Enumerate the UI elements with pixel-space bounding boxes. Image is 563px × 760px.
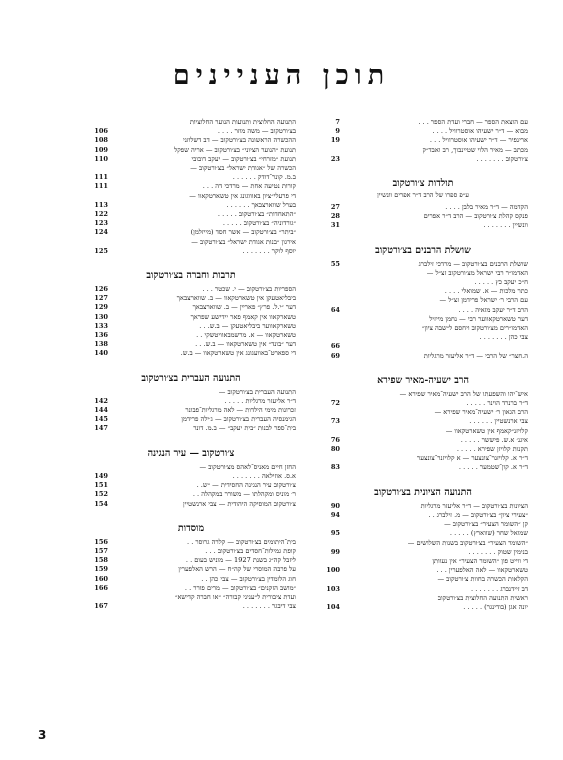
toc-entry xyxy=(86,575,296,584)
toc-entry xyxy=(318,136,528,145)
toc-entry-text: צבי ארנשטיין . . . . . . xyxy=(469,417,528,426)
toc-entry-page: 151 xyxy=(94,481,108,490)
toc-entry-text: ״גורדוניה״ בצ׳ורטקוב . . . . . xyxy=(222,219,296,228)
toc-entry-text: התנועה החלוצית ותנועות הנוער החלוציות xyxy=(189,118,296,126)
toc-entry-text: צבי כהן . . . . . . . xyxy=(479,333,528,342)
toc-entry-page: 138 xyxy=(94,340,108,349)
toc-entry xyxy=(318,352,528,361)
toc-entry-text: הספריות בצ׳ורטקוב — י. שכטר . . . xyxy=(202,285,296,294)
toc-entry-page: 90 xyxy=(330,501,340,510)
toc-entry-text: ב.מ. קונר־דודק . . . . . . xyxy=(232,173,296,182)
toc-entry-text: ארינפיר — ד״ר ישעיהו אוסטרוויל . . . xyxy=(429,136,528,145)
toc-entry-text: בנימין שטוק . . . . . . . xyxy=(468,547,528,556)
toc-entry xyxy=(318,127,528,136)
toc-entry xyxy=(86,228,296,237)
toc-entry xyxy=(86,285,296,294)
toc-entry xyxy=(318,548,528,557)
toc-entry-page: 27 xyxy=(330,203,340,212)
toc-entry xyxy=(86,424,296,433)
toc-entry-text: עם הרבי ר׳ ישראל פרידמן זצ״ל — xyxy=(439,296,528,305)
toc-entry-text: ד״ר אליעזר מרגליות . . . . . xyxy=(224,396,296,405)
toc-entry-text: קורות נטיעה אחת — מרדכי דה . . . xyxy=(202,182,296,191)
toc-entry xyxy=(318,146,528,155)
toc-entry xyxy=(86,490,296,499)
toc-entry xyxy=(318,212,528,221)
toc-entry-page: 106 xyxy=(94,127,108,136)
toc-entry-text: קלויזנ״קאמף אין טשארטקאוו — xyxy=(445,426,528,435)
toc-entry xyxy=(318,463,528,472)
toc-entry-page: 126 xyxy=(94,285,108,294)
toc-entry-text: ח״כ יעקב כץ . . . . . xyxy=(474,278,528,287)
toc-entry-page: 7 xyxy=(335,118,340,126)
toc-entry xyxy=(86,219,296,228)
toc-entry-text: צ׳ורטקוב עיר הנגינה החסידית — ״ש. . xyxy=(196,481,296,490)
toc-entry xyxy=(318,333,528,342)
toc-entry-text: ההכשרה הראשונה בצ׳ורטקוב — דב דשלוזני xyxy=(183,136,296,145)
section-title: תרבות וחברה בצ׳ורטקוב xyxy=(146,270,236,282)
toc-right-column xyxy=(318,118,528,612)
toc-entry xyxy=(86,322,296,331)
toc-entry-text: טשארקאווער ביבליאטעקן — ב.ש. . . xyxy=(199,321,296,330)
toc-entry xyxy=(86,547,296,556)
toc-entry-text: ראשית התנועה החלוצית בצ׳ורטקוב xyxy=(437,593,528,602)
toc-entry xyxy=(318,417,528,426)
toc-entry-page: 83 xyxy=(330,463,340,472)
toc-entry xyxy=(86,146,296,155)
toc-entry xyxy=(318,408,528,417)
toc-entry-page: 123 xyxy=(94,219,108,228)
toc-entry-page: 125 xyxy=(94,246,108,255)
toc-entry-page: 94 xyxy=(330,510,340,519)
toc-entry-text: הגימנסיה העברית בצ׳ורטקוב — ג׳ילה פרידמן xyxy=(181,415,296,424)
toc-entry-text: התנועה העברית בצ׳ורטקוב — xyxy=(218,387,296,396)
toc-entry-page: 145 xyxy=(94,415,108,424)
toc-entry xyxy=(86,303,296,312)
toc-entry xyxy=(318,118,528,127)
toc-entry xyxy=(86,415,296,424)
toc-entry xyxy=(318,445,528,454)
toc-entry-text: די ווייט פון ״השומר הצעיר״ אין נעוותן xyxy=(432,556,528,565)
toc-entry xyxy=(318,502,528,511)
toc-entry xyxy=(318,306,528,315)
toc-entry-text: תנועת ״מזרחי״ בצ׳ורטקוב — יעקב דובובי xyxy=(191,154,296,163)
toc-entry xyxy=(86,538,296,547)
toc-entry-text: ד״ר א. קלויזנר־צונצער — א קלויזנר־צונצער xyxy=(417,454,528,463)
toc-entry xyxy=(318,529,528,538)
toc-entry-page: 160 xyxy=(94,574,108,583)
toc-entry-page: 159 xyxy=(94,565,108,574)
toc-entry xyxy=(86,238,296,247)
toc-entry xyxy=(318,511,528,520)
toc-entry-text: טשארטקאוו — לאה האלפערין . . . xyxy=(436,566,528,575)
section-title: תולדות צ׳ורטקוב xyxy=(392,178,454,190)
toc-entry xyxy=(86,331,296,340)
toc-entry-text: הקלאות הכשרה בחוות צ׳ורטקוב — xyxy=(437,575,528,584)
toc-entry-text: עם הוצאת הספר — חברי ועדת הספר . . . xyxy=(418,118,528,126)
toc-entry-text: ״השומר הצעיר״ בצ׳ורטקוב בשנות השלושים — xyxy=(407,538,528,547)
toc-entry-text: ליזבל קה״ג בשנת 1927 — מוניש בעום . . xyxy=(185,556,296,565)
toc-entry-page: 127 xyxy=(94,294,108,303)
toc-entry-page: 110 xyxy=(94,154,108,163)
toc-entry xyxy=(86,192,296,201)
toc-entry-text: צ׳ורטקוב . . . . . . . xyxy=(476,154,528,163)
toc-entry-text: קן ״השומר הצעיר״ בצ׳ורטקוב — xyxy=(444,520,528,529)
toc-entry-text: ״ביתר״ בצ׳ורטקוב — אשר חסד (מייזלמן) xyxy=(190,228,296,237)
toc-entry-text: בצ׳ורטקוב — משה מוזר . . . . xyxy=(217,127,296,136)
toc-entry-text: דער ״י.ל. פרץ״ פארײן — ב. שווארצבאך xyxy=(192,303,296,312)
toc-entry-page: 144 xyxy=(94,406,108,415)
toc-entry-page: 69 xyxy=(330,351,340,360)
toc-entry-page: 111 xyxy=(94,173,108,182)
toc-entry-text: ד״ר א. קון־שטמער . . . . . xyxy=(458,463,528,472)
toc-entry-text: צ׳ורטקוב המוסיקה היהודית — צבי ארנשטיין xyxy=(183,499,296,508)
toc-entry-text: האדמו״רים מצ׳ורטקוב ויחסם ל״שבה ציון״ xyxy=(421,324,528,333)
toc-entry xyxy=(318,436,528,445)
toc-entry-text: אירגון ״בנות אגודת ישראל״ בצ׳ורטקוב — xyxy=(191,237,296,246)
toc-entry-page: 154 xyxy=(94,499,108,508)
toc-entry-page: 147 xyxy=(94,424,108,433)
toc-entry-text: חוג הלומדין בצ׳ורטקוב — צבי כהן . . xyxy=(201,574,296,583)
toc-entry-page: 149 xyxy=(94,471,108,480)
toc-entry xyxy=(86,481,296,490)
toc-entry-page: 152 xyxy=(94,490,108,499)
toc-entry-text: ״צעירי ציון״ בצ׳ורטקוב — מ. זילברג . . xyxy=(428,510,528,519)
toc-entry xyxy=(86,210,296,219)
toc-entry-page: 31 xyxy=(330,221,340,230)
toc-entry-text: הכשרה של ״אגודת ישראל״ בצ׳ורטקוב — xyxy=(190,164,296,173)
toc-entry-page: 19 xyxy=(330,136,340,145)
toc-entry-text: איגנ׳ א.ש. פיששר . . . . . xyxy=(460,435,528,444)
toc-entry xyxy=(86,602,296,611)
toc-entry-text: צבי דיבגר . . . . . . . xyxy=(242,602,296,611)
section-title: הרב ישעיה-מאיר שפירא xyxy=(377,374,469,386)
toc-entry-page: 140 xyxy=(94,349,108,358)
toc-entry-page: 66 xyxy=(330,342,340,351)
toc-entry-text: די פרעלי״ציון באוווגונג אין טשארטקאוו — xyxy=(189,191,296,200)
toc-entry-page: 136 xyxy=(94,331,108,340)
section-title: שושלת הרבנים בצ׳ורטקוב xyxy=(375,244,471,256)
toc-entry-text: החזן חיים מאניס־לאהס מצ׳ורטקוב — xyxy=(199,462,296,471)
toc-entry-text: איש־יהו והשפעתו של הרב ישעיה־מאיר שפירא — xyxy=(399,389,528,398)
toc-entry-page: 72 xyxy=(330,399,340,408)
toc-entry xyxy=(318,296,528,305)
toc-entry-page: 129 xyxy=(94,303,108,312)
toc-entry xyxy=(318,603,528,612)
toc-entry-text: זכרונות מימי הילדות — לאה מרגליות־פבונר xyxy=(185,406,296,415)
toc-entry xyxy=(318,594,528,603)
toc-entry-text: יוסף לוקר . . . . . . . xyxy=(242,246,296,255)
toc-entry xyxy=(318,585,528,594)
toc-entry xyxy=(86,556,296,565)
toc-entry xyxy=(86,463,296,472)
toc-entry-text: ״התאחדות״ בצ׳ורטקוב . . . . . xyxy=(217,210,296,219)
toc-entry xyxy=(86,406,296,415)
toc-entry xyxy=(86,593,296,602)
toc-entry-page: 9 xyxy=(335,127,340,136)
toc-entry-page: 73 xyxy=(330,417,340,426)
toc-entry xyxy=(86,397,296,406)
toc-entry-page: 122 xyxy=(94,210,108,219)
toc-left-column xyxy=(86,118,296,611)
toc-entry xyxy=(318,269,528,278)
toc-entry xyxy=(318,557,528,566)
toc-entry xyxy=(318,399,528,408)
toc-entry xyxy=(318,221,528,230)
toc-entry-text: כתר מלכות — א. שמואלי . . . . xyxy=(444,287,528,296)
toc-entry-text: שושלת הרבנים בצ׳ורטקוב — מרדכי זילברג xyxy=(418,259,528,268)
toc-entry xyxy=(86,294,296,303)
toc-entry xyxy=(86,247,296,256)
toc-entry xyxy=(318,566,528,575)
toc-entry xyxy=(86,164,296,173)
toc-entry-text: ד״ר ברנרד הוינר . . . . . xyxy=(466,399,528,408)
toc-entry-page: 158 xyxy=(94,556,108,565)
toc-entry-text: יונה אגן (בודינגר) . . . . . xyxy=(463,602,528,611)
toc-entry-text: טשארטקאוו — א. מרשמבאוויטשקי . . xyxy=(196,331,296,340)
toc-entry-page: 167 xyxy=(94,602,108,611)
toc-entry xyxy=(318,427,528,436)
toc-entry-page: 108 xyxy=(94,136,108,145)
toc-entry xyxy=(318,575,528,584)
toc-entry xyxy=(86,313,296,322)
toc-entry xyxy=(318,390,528,399)
toc-entry-page: 55 xyxy=(330,259,340,268)
toc-entry-text: א.ס. אוזילאה . . . . . . . xyxy=(232,471,296,480)
toc-entry xyxy=(318,454,528,463)
toc-entry xyxy=(318,260,528,269)
toc-entry xyxy=(86,584,296,593)
toc-entry-text: על פרבה המוסרי של קה״ח — הרש האלפערין xyxy=(178,565,296,574)
toc-entry xyxy=(86,173,296,182)
toc-entry-page: 124 xyxy=(94,228,108,237)
toc-entry-text: דער טשארטקאווער רבי — נחמן מייזיל xyxy=(429,314,528,323)
toc-entry-text: הרב הגאון ר׳ ישעיה־מאיר שפירא — xyxy=(434,408,528,417)
toc-entry-text: קופת גמילות־חסדים בצ׳ורטקוב . . . xyxy=(205,546,296,555)
toc-entry xyxy=(86,472,296,481)
toc-entry xyxy=(86,340,296,349)
toc-entry-page: 133 xyxy=(94,321,108,330)
toc-entry-page: 23 xyxy=(330,154,340,163)
toc-entry xyxy=(318,324,528,333)
toc-entry xyxy=(86,155,296,164)
toc-entry-page: 100 xyxy=(326,566,340,575)
toc-entry xyxy=(318,203,528,212)
toc-entry xyxy=(318,539,528,548)
toc-entry-page: 142 xyxy=(94,396,108,405)
toc-entry-text: בית־היתומים בצ׳ורטקוב — קלרה גרוסר . . xyxy=(187,537,296,546)
toc-entry-page: 64 xyxy=(330,305,340,314)
section-title: מוסדות xyxy=(177,522,205,534)
toc-entry-text: האדמו״ר רבי ישראל מצ׳ורטקוב זצ״ל — xyxy=(426,268,528,277)
toc-entry-text: די ספארט־באוועגונג אין טשארטקאוו — ב.ש. xyxy=(180,349,296,358)
toc-entry-text: הרב ד״ר יעקב מזאיה . . . . xyxy=(458,305,528,314)
toc-entry-page: 157 xyxy=(94,546,108,555)
toc-entry xyxy=(86,127,296,136)
toc-entry xyxy=(318,520,528,529)
toc-entry xyxy=(318,278,528,287)
page-title: תוכן העניינים xyxy=(172,60,391,91)
toc-entry-text: ועדת ציבורית ל״עניני קבורה״ ״או חברה קדישא״ xyxy=(174,592,296,601)
toc-entry-text: ר׳ מוניס ומקהלתו — משורר במקהלה . . xyxy=(192,490,296,499)
page-number: 3 xyxy=(38,728,47,742)
toc-entry-text: תנועת ״הנוער הציוני״ בצ׳ורטקוב — אריה שפקל xyxy=(174,145,296,154)
toc-entry-text: ביבליאטעקן אין טשארטקאוו — ב. שווארצבאך xyxy=(176,294,296,303)
toc-entry xyxy=(318,287,528,296)
toc-entry-page: 99 xyxy=(330,547,340,556)
toc-entry xyxy=(86,388,296,397)
section-title: התנועה העברית בצ׳ורטקוב xyxy=(141,372,241,384)
toc-entry xyxy=(318,155,528,164)
toc-entry-text: תקנות קלויזן שפירא . . . . . xyxy=(456,445,528,454)
toc-entry-text: בית־ספר לבנות ״בית יעקב״ — ב.מ. דונר xyxy=(193,424,296,433)
toc-entry-text: הציונות בצ׳ורטקוב — ד״ר אליעזר מרגליות xyxy=(420,501,528,510)
toc-entry-text: בערל שווארצבאך . . . . . . xyxy=(226,200,296,209)
toc-entry-page: 28 xyxy=(330,212,340,221)
toc-entry-text: הקדמה — ד״ר מאיר בלבן . . . . xyxy=(445,203,528,212)
toc-entry xyxy=(86,500,296,509)
toc-entry-page: 103 xyxy=(326,584,340,593)
section-title: התנועה הציונית בצ׳ורטקוב xyxy=(374,486,472,498)
section-title: צ׳ורטקוב — עיר הנגינה xyxy=(147,447,235,459)
toc-entry xyxy=(86,182,296,191)
toc-entry-page: 166 xyxy=(94,583,108,592)
toc-entry-text: שמואל שחר (שווארץ) . . . . . xyxy=(449,529,528,538)
toc-entry-text: פנקס קהלת צ׳ורטקוב — הרב ד״ר אפרים xyxy=(423,212,528,221)
toc-entry-page: 111 xyxy=(94,182,108,191)
toc-entry-text: דער ״בונד״ אין טשארטקאוו — ב.ש. . . xyxy=(195,340,296,349)
section-subtitle: ע״פ ספרו של הרב ד״ר אפרים וונשיין xyxy=(377,191,469,200)
toc-entry-text: מכתב — מאיר הלוי שטיינבוך, רב ואבד״ק xyxy=(422,145,528,154)
toc-entry-page: 104 xyxy=(326,602,340,611)
toc-entry xyxy=(318,342,528,351)
toc-entry xyxy=(86,118,296,127)
toc-entry-text: וונשיין . . . . . . . xyxy=(483,221,528,230)
toc-entry-page: 130 xyxy=(94,312,108,321)
toc-entry-text: ״מושב הזקנים״ בצ׳ורטקוב — מרים פורר . . xyxy=(184,583,296,592)
toc-entry-page: 109 xyxy=(94,145,108,154)
toc-entry-page: 76 xyxy=(330,435,340,444)
toc-entry-page: 95 xyxy=(330,529,340,538)
toc-entry xyxy=(86,136,296,145)
toc-entry-text: מבוא — ד״ר ישעיהו אוסטרוויל . . . . xyxy=(432,127,528,136)
toc-entry-text: טשארקאוו אין קאמף פאר יידישע שפראך xyxy=(190,312,296,321)
toc-entry-page: 80 xyxy=(330,445,340,454)
toc-entry xyxy=(86,349,296,358)
toc-entry xyxy=(86,201,296,210)
toc-entry-text: דב זיידנברג . . . . . . . xyxy=(471,584,528,593)
toc-entry-text: ה.חצר״ של הרבי — ד״ר אליעזר מרגליות xyxy=(423,351,528,360)
toc-entry xyxy=(318,315,528,324)
toc-entry-page: 113 xyxy=(94,200,108,209)
toc-entry-page: 156 xyxy=(94,537,108,546)
toc-entry xyxy=(86,565,296,574)
